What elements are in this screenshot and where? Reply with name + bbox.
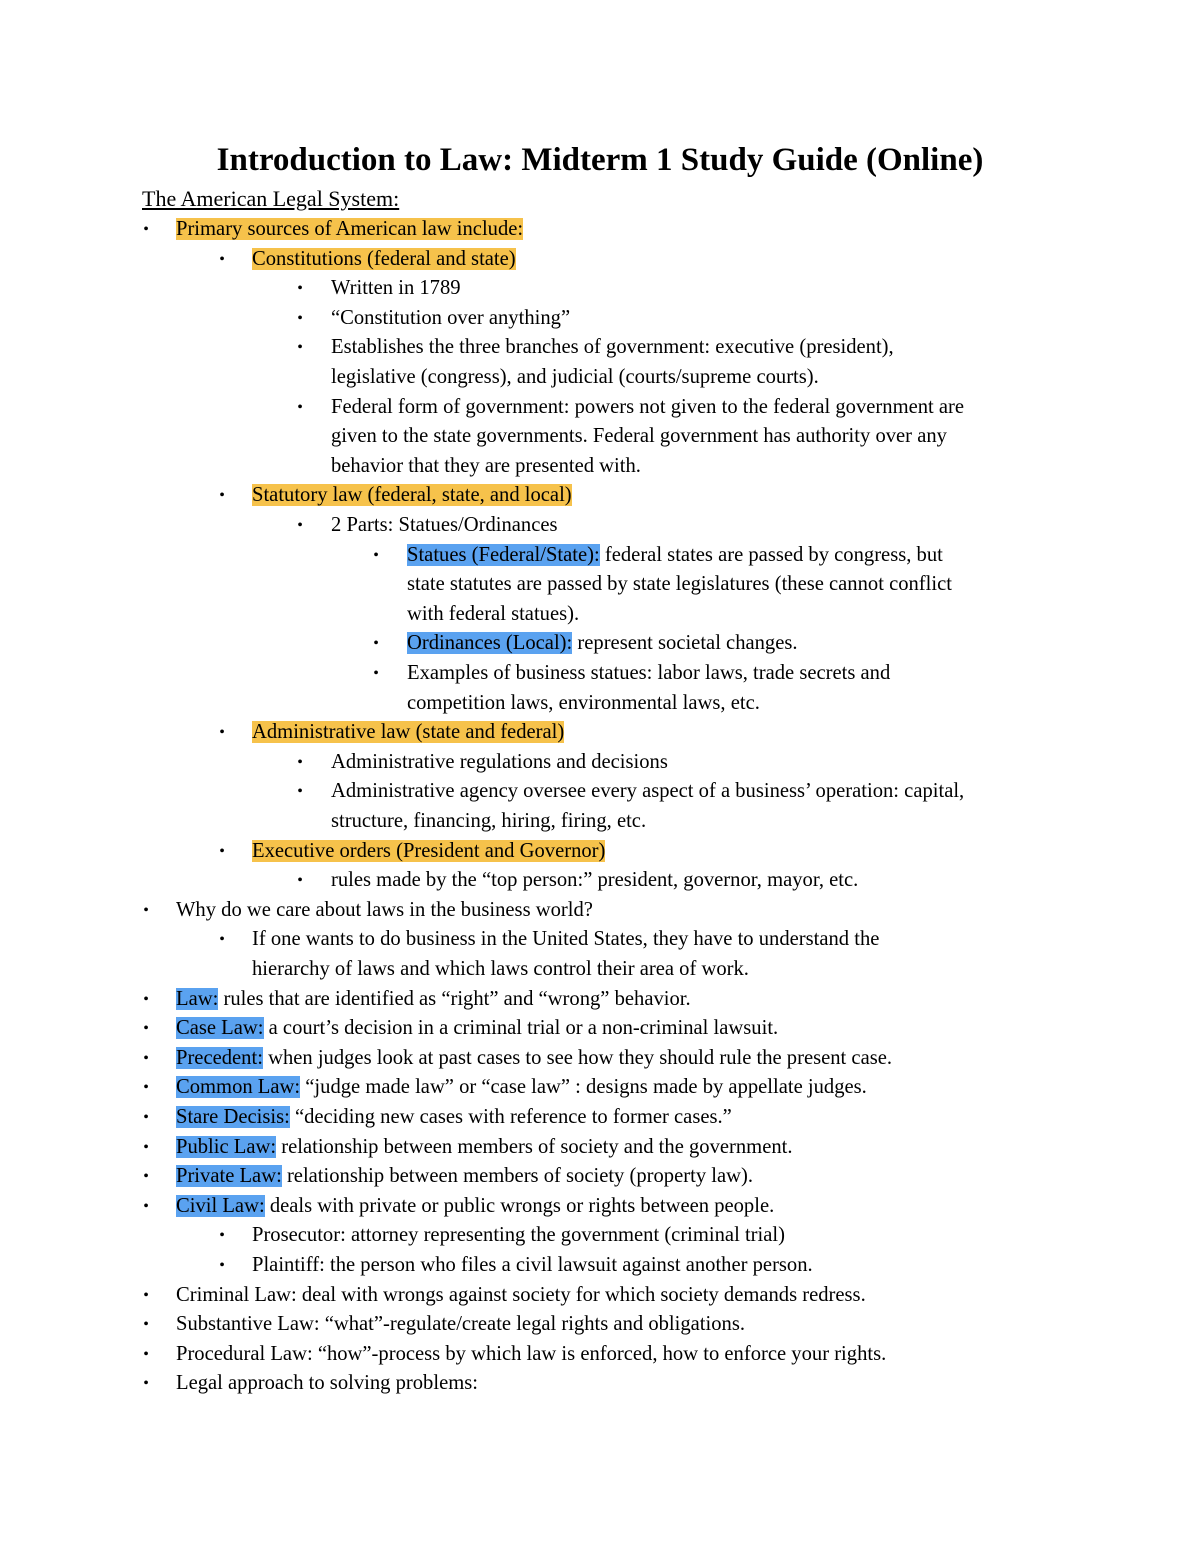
- bullet-icon: •: [143, 1286, 149, 1304]
- bullet-icon: •: [143, 1109, 149, 1126]
- list-item-text: [252, 481, 572, 511]
- bullet-icon: •: [297, 280, 303, 298]
- list-item-text: [331, 511, 558, 541]
- list-item: [0, 1103, 1200, 1133]
- list-item-text: [331, 748, 668, 778]
- bullet-icon: •: [143, 1079, 149, 1097]
- list-item: [0, 245, 1200, 275]
- bullet-icon: •: [219, 487, 225, 505]
- list-item: [0, 807, 1200, 837]
- item-description: Why do we care about laws in the business world?: [176, 898, 593, 921]
- bullet-icon: •: [297, 339, 303, 357]
- list-item-text: [331, 333, 894, 363]
- list-item-text: [331, 304, 570, 334]
- item-description: structure, financing, hiring, firing, etc.: [331, 810, 647, 832]
- list-item-text: [331, 363, 819, 393]
- list-item: [0, 422, 1200, 452]
- item-description: Substantive Law: “what”-regulate/create legal rights and obligations.: [176, 1313, 745, 1336]
- highlighted-term: Statutory law (federal, state, and local): [252, 484, 572, 507]
- highlighted-term: Common Law:: [176, 1076, 301, 1099]
- list-item-text: [176, 1310, 745, 1340]
- highlighted-term: Constitutions (federal and state): [252, 247, 516, 270]
- item-description: Administrative agency oversee every aspect of a business’ operation: capital,: [331, 780, 965, 803]
- list-item-text: [331, 866, 858, 896]
- bullet-icon: •: [373, 635, 379, 653]
- list-item-text: [407, 600, 579, 630]
- highlighted-term: Precedent:: [176, 1046, 263, 1069]
- bullet-icon: •: [143, 1375, 149, 1393]
- item-description: “judge made law” or “case law” : designs made by appellate judges.: [300, 1076, 867, 1099]
- list-item-text: [407, 541, 943, 571]
- list-item: [0, 1162, 1200, 1192]
- list-item-text: [407, 689, 760, 719]
- item-description: deals with private or public wrongs or rights between people.: [264, 1194, 775, 1217]
- item-description: represent societal changes.: [572, 632, 798, 655]
- bullet-icon: •: [297, 309, 303, 327]
- highlighted-term: Public Law:: [176, 1135, 277, 1158]
- list-item-text: [407, 659, 890, 689]
- item-description: behavior that they are presented with.: [331, 454, 641, 477]
- highlighted-term: Administrative law (state and federal): [252, 721, 565, 744]
- item-description: hierarchy of laws and which laws control their area of work.: [252, 958, 749, 980]
- highlighted-term: Ordinances (Local):: [407, 632, 573, 655]
- list-item: [0, 1192, 1200, 1222]
- bullet-icon: •: [219, 250, 225, 268]
- bullet-icon: •: [297, 398, 303, 416]
- list-item: [0, 481, 1200, 511]
- list-item: [0, 1221, 1200, 1251]
- list-item: [0, 896, 1200, 926]
- item-description: rules made by the “top person:” president, governor, mayor, etc.: [331, 869, 859, 892]
- item-description: relationship between members of society and the government.: [276, 1135, 793, 1158]
- item-description: Establishes the three branches of government: executive (president),: [331, 336, 894, 359]
- bullet-icon: •: [143, 1316, 149, 1334]
- item-description: when judges look at past cases to see how they should rule the present case.: [262, 1046, 893, 1069]
- list-item: [0, 541, 1200, 571]
- bullet-icon: •: [143, 990, 149, 1008]
- highlighted-term: Case Law:: [176, 1017, 264, 1040]
- item-description: relationship between members of society (property law).: [281, 1165, 754, 1188]
- item-description: legislative (congress), and judicial (courts/supreme courts).: [331, 366, 819, 388]
- list-item: [0, 304, 1200, 334]
- list-item-text: [176, 1133, 793, 1163]
- bullet-icon: •: [297, 517, 303, 534]
- list-item: [0, 215, 1200, 245]
- item-description: state statutes are passed by state legislatures (these cannot conflict: [407, 573, 952, 596]
- list-item-text: [252, 245, 516, 275]
- list-item: [0, 629, 1200, 659]
- bullet-icon: •: [373, 546, 379, 564]
- item-description: Administrative regulations and decisions: [331, 750, 668, 773]
- highlighted-term: Executive orders (President and Governor): [252, 839, 606, 862]
- bullet-icon: •: [143, 1197, 149, 1215]
- item-description: Examples of business statues: labor laws, trade secrets and: [407, 662, 891, 684]
- item-description: Criminal Law: deal with wrongs against society for which society demands redress.: [176, 1283, 866, 1306]
- list-item: [0, 925, 1200, 955]
- list-item: [0, 955, 1200, 985]
- list-item-text: [176, 1162, 753, 1192]
- item-description: federal states are passed by congress, but: [599, 543, 943, 566]
- item-description: “Constitution over anything”: [331, 306, 571, 329]
- bullet-icon: •: [297, 783, 303, 801]
- item-description: 2 Parts: Statues/Ordinances: [331, 514, 558, 536]
- list-item: [0, 570, 1200, 600]
- list-item: [0, 659, 1200, 689]
- list-item: [0, 1251, 1200, 1281]
- item-description: rules that are identified as “right” and “wrong” behavior.: [218, 987, 691, 1010]
- list-item: [0, 274, 1200, 304]
- document-title: Introduction to Law: Midterm 1 Study Guide (Online): [216, 142, 984, 178]
- list-item: [0, 452, 1200, 482]
- bullet-icon: •: [219, 931, 225, 949]
- item-description: Prosecutor: attorney representing the government (criminal trial): [252, 1224, 785, 1247]
- bullet-icon: •: [143, 1020, 149, 1038]
- bullet-icon: •: [143, 1168, 149, 1186]
- list-item-text: [176, 1369, 478, 1399]
- list-item-text: [331, 807, 646, 837]
- bullet-icon: •: [219, 842, 225, 860]
- highlighted-term: Stare Decisis:: [176, 1106, 290, 1128]
- item-description: with federal statues).: [407, 602, 580, 625]
- list-item: [0, 777, 1200, 807]
- list-item-text: [331, 777, 964, 807]
- list-item: [0, 1369, 1200, 1399]
- highlighted-term: Law:: [176, 987, 219, 1010]
- list-item-text: [331, 274, 461, 304]
- section-heading: The American Legal System:: [142, 186, 400, 211]
- list-item-text: [252, 925, 879, 955]
- list-item: [0, 748, 1200, 778]
- list-item: [0, 1044, 1200, 1074]
- list-item: [0, 1310, 1200, 1340]
- list-item-text: [176, 1044, 892, 1074]
- bullet-icon: •: [143, 1138, 149, 1156]
- item-description: Plaintiff: the person who files a civil lawsuit against another person.: [252, 1254, 813, 1276]
- list-item: [0, 1340, 1200, 1370]
- list-item-text: [252, 837, 605, 867]
- bullet-icon: •: [297, 872, 303, 890]
- list-item: [0, 689, 1200, 719]
- list-item: [0, 333, 1200, 363]
- list-item-text: [176, 1014, 778, 1044]
- item-description: “deciding new cases with reference to former cases.”: [289, 1106, 732, 1128]
- bullet-icon: •: [219, 1227, 225, 1245]
- item-description: given to the state governments. Federal government has authority over any: [331, 425, 947, 448]
- list-item-text: [176, 1192, 774, 1222]
- bullet-icon: •: [297, 753, 303, 771]
- bullet-icon: •: [219, 724, 225, 742]
- list-item: [0, 985, 1200, 1015]
- item-description: competition laws, environmental laws, etc.: [407, 691, 760, 714]
- bullet-icon: •: [143, 901, 149, 919]
- list-item-text: [331, 452, 641, 482]
- item-description: If one wants to do business in the United States, they have to understand the: [252, 928, 880, 951]
- item-description: Legal approach to solving problems:: [176, 1372, 478, 1395]
- list-item: [0, 837, 1200, 867]
- list-item: [0, 393, 1200, 423]
- list-item: [0, 718, 1200, 748]
- item-description: Procedural Law: “how”-process by which law is enforced, how to enforce your rights.: [176, 1342, 887, 1365]
- list-item: [0, 1281, 1200, 1311]
- list-item-text: [176, 1281, 866, 1311]
- item-description: Written in 1789: [331, 277, 461, 300]
- list-item: [0, 1133, 1200, 1163]
- list-item-text: [252, 955, 749, 985]
- list-item-text: [176, 215, 523, 245]
- bullet-icon: •: [143, 1345, 149, 1363]
- list-item-text: [252, 718, 564, 748]
- highlighted-term: Primary sources of American law include:: [176, 218, 524, 240]
- list-item: [0, 600, 1200, 630]
- list-item: [0, 866, 1200, 896]
- list-item-text: [176, 896, 593, 926]
- bullet-icon: •: [143, 1049, 149, 1067]
- highlighted-term: Civil Law:: [176, 1194, 265, 1217]
- highlighted-term: Private Law:: [176, 1165, 282, 1188]
- bullet-icon: •: [143, 221, 149, 238]
- list-item-text: [407, 629, 798, 659]
- list-item: [0, 511, 1200, 541]
- list-item-text: [407, 570, 952, 600]
- list-item-text: [176, 1073, 867, 1103]
- list-item-text: [176, 985, 691, 1015]
- bullet-icon: •: [219, 1257, 225, 1274]
- item-description: Federal form of government: powers not given to the federal government are: [331, 395, 965, 418]
- list-item-text: [176, 1340, 886, 1370]
- list-item: [0, 1073, 1200, 1103]
- list-item-text: [252, 1221, 785, 1251]
- list-item-text: [176, 1103, 732, 1133]
- bullet-icon: •: [373, 665, 379, 682]
- highlighted-term: Statues (Federal/State):: [407, 543, 600, 566]
- list-item: [0, 363, 1200, 393]
- list-item-text: [331, 422, 947, 452]
- list-item: [0, 1014, 1200, 1044]
- list-item-text: [331, 393, 964, 423]
- item-description: a court’s decision in a criminal trial or a non-criminal lawsuit.: [263, 1017, 779, 1040]
- list-item-text: [252, 1251, 813, 1281]
